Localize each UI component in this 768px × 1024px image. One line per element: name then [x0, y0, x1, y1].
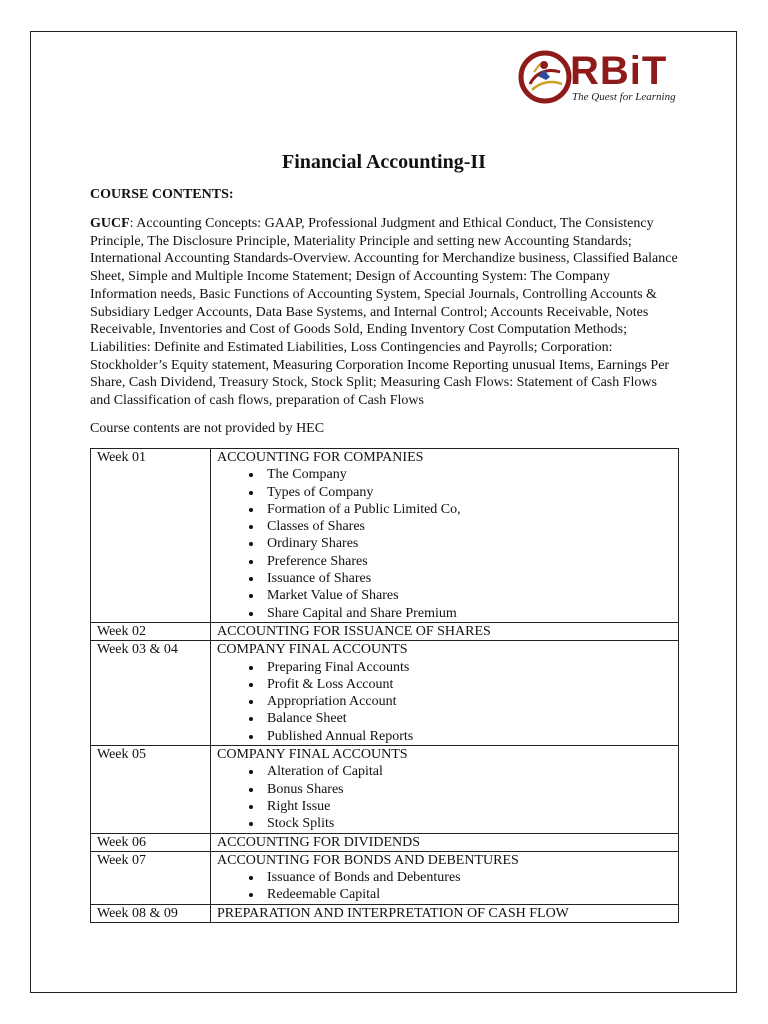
- topic-list-item: • Redeemable Capital: [263, 886, 672, 903]
- week-cell: Week 05: [91, 746, 211, 833]
- topic-list-item: • Share Capital and Share Premium: [263, 605, 672, 622]
- week-cell: Week 03 & 04: [91, 641, 211, 746]
- topic-list-item: • Right Issue: [263, 798, 672, 815]
- hec-note: Course contents are not provided by HEC: [90, 421, 325, 436]
- topic-list-item: • The Company: [263, 466, 672, 483]
- topic-list-item: • Types of Company: [263, 484, 672, 501]
- topic-list-item: • Bonus Shares: [263, 781, 672, 798]
- topic-list: [217, 869, 672, 904]
- logo-tagline: The Quest for Learning: [572, 91, 676, 103]
- topic-list: [217, 466, 672, 622]
- schedule-body: [91, 449, 679, 923]
- week-cell: Week 02: [91, 622, 211, 640]
- topic-list-item: • Classes of Shares: [263, 518, 672, 535]
- topic-list-item: • Issuance of Shares: [263, 570, 672, 587]
- week-cell: Week 07: [91, 851, 211, 904]
- topic-list-item: • Alteration of Capital: [263, 763, 672, 780]
- weekly-schedule-table: [90, 448, 679, 923]
- schedule-row: [91, 851, 679, 904]
- topic-title: ACCOUNTING FOR BONDS AND DEBENTURES: [217, 852, 519, 868]
- gucf-label: GUCF: [90, 216, 130, 231]
- topic-cell: [211, 449, 679, 623]
- course-description: [90, 215, 680, 410]
- topic-cell: [211, 851, 679, 904]
- gucf-text: : Accounting Concepts: GAAP, Professional Judgment and Ethical Conduct, The Consistency Principle, The Disclosure Principle, Materiality Principle and setting new Accounting Standards; International Accounting Standards-Overview. Accounting for Merchandize business, Classified Balance Sheet, Simple and Multiple Income Statement; Design of Accounting System: The Company Information needs, Basic Functions of Accounting System, Special Journals, Controlling Accounts & Subsidiary Ledger Accounts, Data Base Systems, and Internal Control; Accounts Receivable, Notes Receivable, Inventories and Cost of Goods Sold, Ending Inventory Cost Computation Methods; Liabilities: Definite and Estimated Liabilities, Loss Contingencies and Payrolls; Corporation: Stockholder’s Equity statement, Measuring Corporation Income Reporting unusual Items, Earnings Per Share, Cash Dividend, Treasury Stock, Stock Split; Measuring Cash Flows: Statement of Cash Flows and Classification of cash flows, preparation of Cash Flows: [90, 216, 678, 409]
- topic-cell: [211, 746, 679, 833]
- topic-cell: [211, 833, 679, 851]
- topic-list-item: • Market Value of Shares: [263, 587, 672, 604]
- topic-list-item: • Appropriation Account: [263, 693, 672, 710]
- topic-list-item: • Formation of a Public Limited Co,: [263, 501, 672, 518]
- topic-cell: [211, 641, 679, 746]
- topic-list-item: • Profit & Loss Account: [263, 676, 672, 693]
- course-contents-heading: COURSE CONTENTS:: [90, 187, 234, 202]
- topic-list-item: • Balance Sheet: [263, 710, 672, 727]
- schedule-row: [91, 641, 679, 746]
- globe-emblem-icon: [518, 50, 572, 104]
- topic-list-item: • Published Annual Reports: [263, 728, 672, 745]
- topic-title: PREPARATION AND INTERPRETATION OF CASH FLOW: [217, 905, 569, 921]
- topic-title: COMPANY FINAL ACCOUNTS: [217, 642, 408, 658]
- topic-list-item: • Preparing Final Accounts: [263, 659, 672, 676]
- orbit-logo: [518, 48, 680, 108]
- topic-list-item: • Stock Splits: [263, 815, 672, 832]
- topic-cell: [211, 904, 679, 922]
- topic-title: COMPANY FINAL ACCOUNTS: [217, 747, 408, 763]
- topic-title: ACCOUNTING FOR ISSUANCE OF SHARES: [217, 623, 491, 639]
- page-title: Financial Accounting-II: [282, 151, 486, 173]
- topic-title: ACCOUNTING FOR COMPANIES: [217, 450, 424, 465]
- schedule-row: [91, 746, 679, 833]
- topic-list-item: • Ordinary Shares: [263, 535, 672, 552]
- week-cell: Week 06: [91, 833, 211, 851]
- topic-list: [217, 763, 672, 832]
- schedule-row: [91, 833, 679, 851]
- topic-list-item: • Issuance of Bonds and Debentures: [263, 869, 672, 886]
- schedule-row: [91, 904, 679, 922]
- topic-cell: [211, 622, 679, 640]
- topic-list-item: • Preference Shares: [263, 553, 672, 570]
- topic-title: ACCOUNTING FOR DIVIDENDS: [217, 834, 420, 850]
- week-cell: Week 08 & 09: [91, 904, 211, 922]
- schedule-row: [91, 622, 679, 640]
- topic-list: [217, 659, 672, 745]
- logo-wordmark: RBiT: [570, 49, 668, 93]
- schedule-row: [91, 449, 679, 623]
- week-cell: Week 01: [91, 449, 211, 623]
